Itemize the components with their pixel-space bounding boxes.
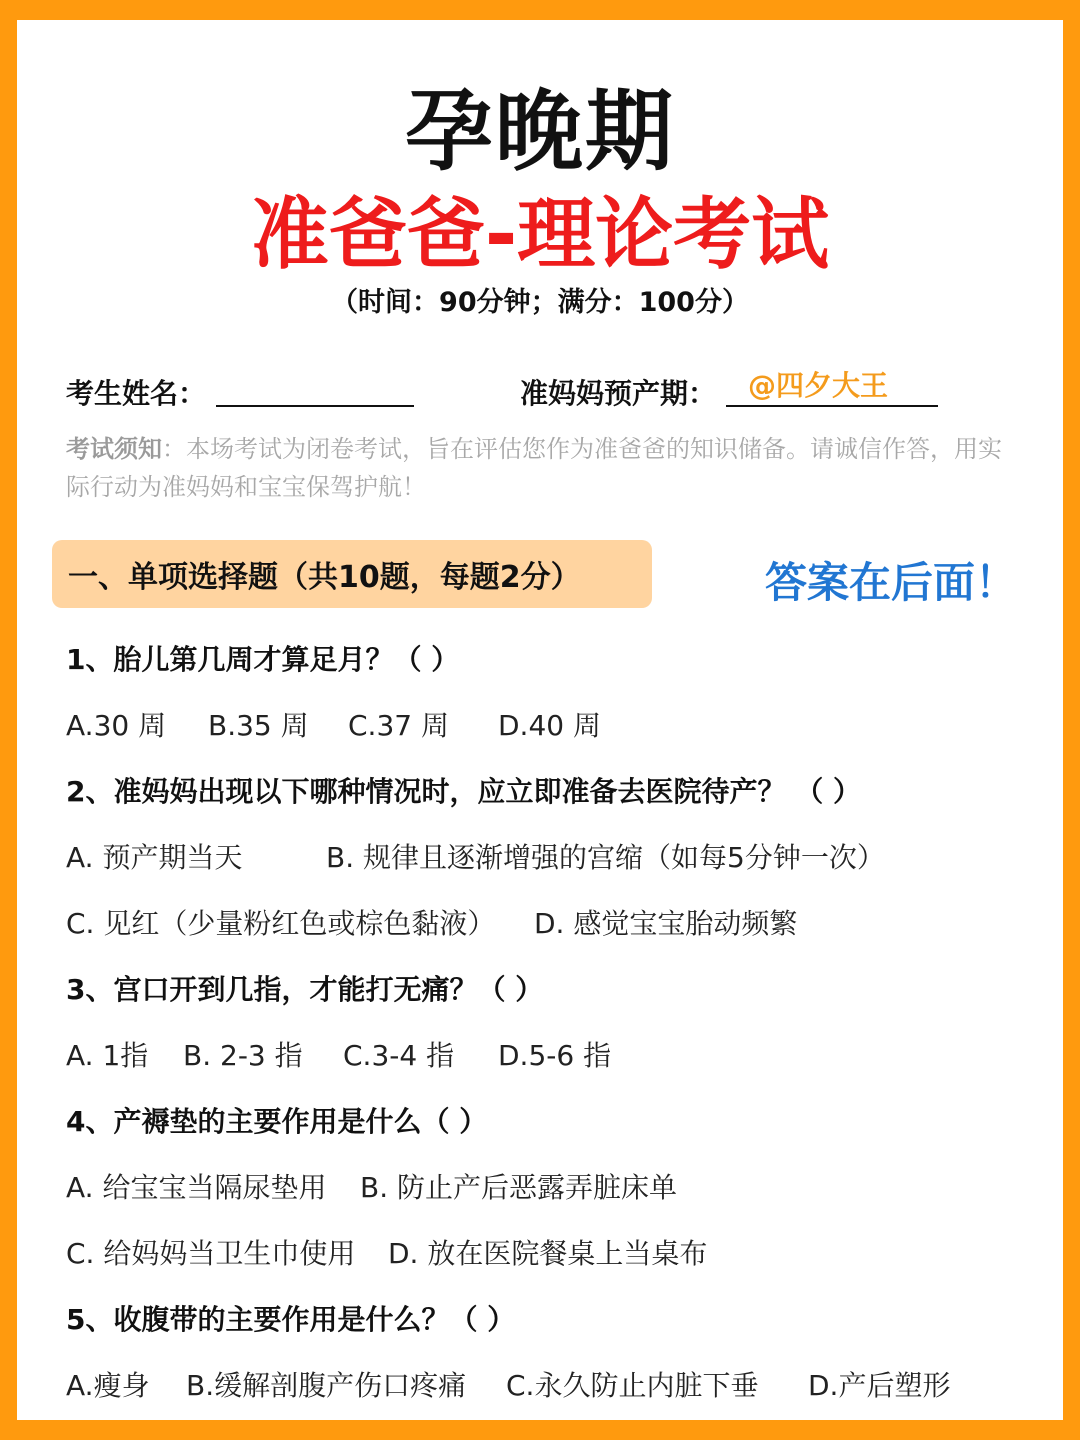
notice-colon: ： (162, 435, 186, 463)
q4-option-c[interactable]: C. 给妈妈当卫生巾使用 (66, 1237, 356, 1270)
author-watermark: @四夕大王 (748, 369, 889, 402)
section-title: 一、单项选择题（共10题，每题2分） (68, 560, 581, 595)
exam-title: 准爸爸-理论考试 (250, 190, 830, 280)
question-1: 1、胎儿第几周才算足月？（ ） (66, 643, 460, 676)
q3-option-d[interactable]: D.5-6 指 (498, 1039, 612, 1072)
q1-option-b[interactable]: B.35 周 (208, 709, 309, 742)
q5-option-c[interactable]: C.永久防止内脏下垂 (506, 1369, 759, 1402)
q4-option-a[interactable]: A. 给宝宝当隔尿垫用 (66, 1171, 327, 1204)
due-date-blank[interactable] (726, 405, 938, 407)
name-label: 考生姓名： (66, 377, 207, 410)
question-5: 5、收腹带的主要作用是什么？（ ） (66, 1303, 516, 1336)
q3-option-b[interactable]: B. 2-3 指 (183, 1039, 303, 1072)
q5-option-d[interactable]: D.产后塑形 (808, 1369, 951, 1402)
page-title: 孕晚期 (404, 80, 675, 183)
q2-option-b[interactable]: B. 规律且逐渐增强的宫缩（如每5分钟一次） (326, 841, 885, 874)
q3-option-a[interactable]: A. 1指 (66, 1039, 149, 1072)
q2-option-c[interactable]: C. 见红（少量粉红色或棕色黏液） (66, 907, 496, 940)
q4-option-b[interactable]: B. 防止产后恶露弄脏床单 (360, 1171, 678, 1204)
question-3: 3、宫口开到几指，才能打无痛？（ ） (66, 973, 544, 1006)
q3-option-c[interactable]: C.3-4 指 (343, 1039, 455, 1072)
q1-option-d[interactable]: D.40 周 (498, 709, 601, 742)
q1-option-a[interactable]: A.30 周 (66, 709, 167, 742)
q2-option-a[interactable]: A. 预产期当天 (66, 841, 243, 874)
q5-option-b[interactable]: B.缓解剖腹产伤口疼痛 (186, 1369, 467, 1402)
question-2: 2、准妈妈出现以下哪种情况时，应立即准备去医院待产？ （ ） (66, 775, 861, 808)
q1-option-c[interactable]: C.37 周 (348, 709, 449, 742)
q4-option-d[interactable]: D. 放在医院餐桌上当桌布 (388, 1237, 708, 1270)
notice-text: 本场考试为闭卷考试，旨在评估您作为准爸爸的知识储备。请诚信作答，用实际行动为准妈妈和宝宝保驾护航！ (66, 435, 1002, 501)
notice-label: 考试须知 (66, 435, 162, 463)
q2-option-d[interactable]: D. 感觉宝宝胎动频繁 (534, 907, 798, 940)
exam-time-score: （时间：90分钟；满分：100分） (331, 287, 749, 318)
exam-notice (66, 430, 1016, 506)
answer-note: 答案在后面！ (765, 558, 1018, 607)
question-4: 4、产褥垫的主要作用是什么（ ） (66, 1105, 488, 1138)
due-date-label: 准妈妈预产期： (520, 377, 717, 410)
q5-option-a[interactable]: A.瘦身 (66, 1369, 150, 1402)
name-blank[interactable] (216, 405, 414, 407)
